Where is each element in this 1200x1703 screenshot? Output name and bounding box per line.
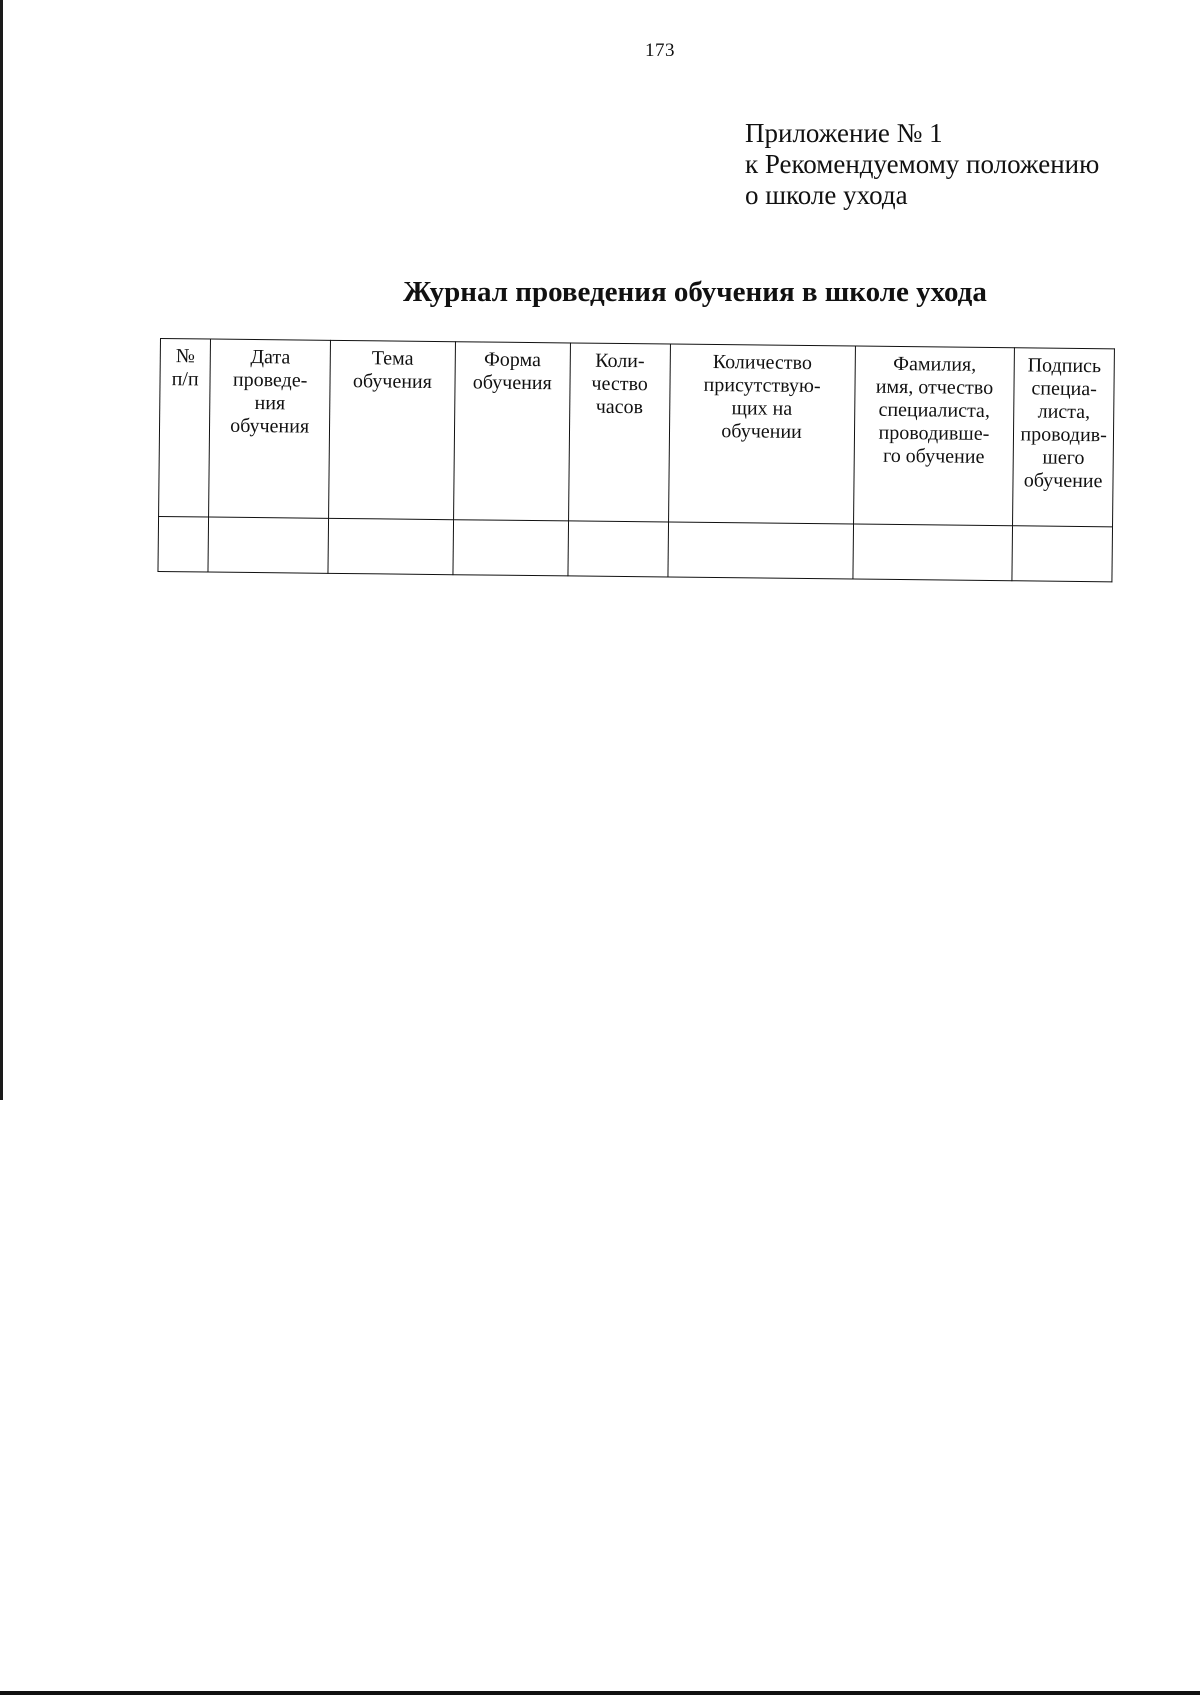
table-row: [158, 516, 1113, 581]
header-topic: Тема обучения: [329, 340, 456, 519]
table-cell: [1012, 526, 1112, 582]
table-cell: [158, 516, 209, 572]
table-cell: [328, 518, 453, 574]
header-form: Форма обучения: [453, 342, 570, 521]
table-cell: [208, 517, 328, 573]
header-date: Дата проведе- ния обучения: [209, 339, 331, 518]
header-specialist-name: Фамилия, имя, отчество специалиста, проводивше- го обучение: [853, 346, 1015, 526]
table-cell: [853, 524, 1013, 581]
page-number: 173: [645, 40, 675, 61]
table-body: [158, 516, 1113, 581]
header-number: № п/п: [159, 339, 211, 518]
journal-table: [157, 338, 1114, 582]
document-title: Журнал проведения обучения в школе ухода: [403, 276, 987, 308]
annex-block: [745, 118, 1099, 211]
header-signature: Подпись специа- листа, проводив- шего обучение: [1013, 348, 1115, 527]
table-header: [159, 339, 1115, 527]
annex-line-2: к Рекомендуемому положению: [745, 149, 1100, 179]
table-cell: [667, 522, 853, 579]
table-cell: [568, 521, 668, 577]
annex-line-1: Приложение № 1: [745, 118, 943, 148]
header-row: [159, 339, 1115, 527]
scan-bottom-edge: [0, 1691, 1200, 1695]
annex-line-3: о школе ухода: [745, 180, 908, 210]
header-hours: Коли- чество часов: [568, 343, 670, 522]
header-attendees: Количество присутствую- щих на обучении: [668, 344, 855, 524]
scan-left-edge: [0, 0, 3, 1100]
table-cell: [453, 520, 569, 576]
